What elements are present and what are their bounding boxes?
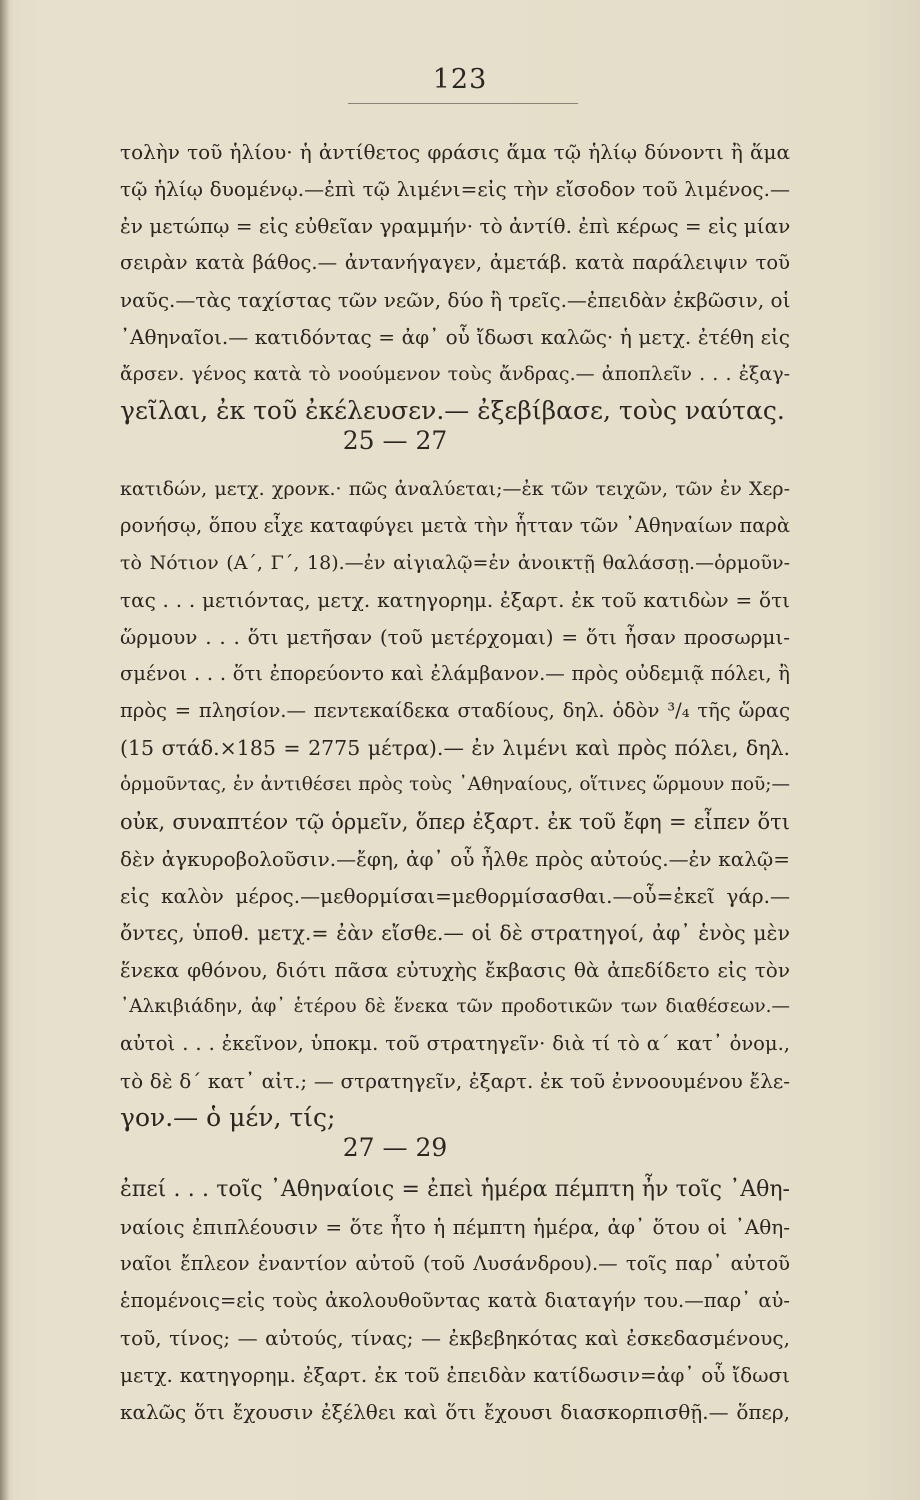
text-line: οὐκ, συναπτέον τῷ ὁρμεῖν, ὅπερ ἐξαρτ. ἐκ τοῦ ἔφη = εἶπεν ὅτι — [120, 810, 790, 834]
book-binding-edge — [0, 0, 9, 1500]
text-line: καλῶς ὅτι ἔχουσιν ἐξέλθει καὶ ὅτι ἔχουσι διασκορπισθῇ.— ὅπερ, — [120, 1400, 790, 1424]
text-line: ναίοις ἐπιπλέουσιν = ὅτε ἦτο ἡ πέμπτη ἡμέρα, ἀφ᾿ ὅτου οἱ ᾿Αθη- — [120, 1215, 790, 1239]
text-line: σειρὰν κατὰ βάθος.— ἀντανήγαγεν, ἀμετάβ. κατὰ παράλειψιν τοῦ — [120, 251, 790, 274]
text-line: ρονήσῳ, ὅπου εἶχε καταφύγει μετὰ τὴν ἧτταν τῶν ᾿Αθηναίων παρὰ — [120, 514, 790, 537]
section-heading: 27 — 29 — [342, 1133, 448, 1162]
text-line: ὥρμουν . . . ὅτι μετῆσαν (τοῦ μετέρχομαι) = ὅτι ἦσαν προσωρμι- — [120, 625, 790, 649]
text-line: ἐν μετώπῳ = εἰς εὐθεῖαν γραμμήν· τὸ ἀντίθ. ἐπὶ κέρως = εἰς μίαν — [120, 214, 791, 238]
text-line: γον.— ὁ μέν, τίς; — [120, 1103, 336, 1132]
text-line: δὲν ἀγκυροβολοῦσιν.—ἔφη, ἀφ᾿ οὗ ἦλθε πρὸς αὐτούς.—ἐν καλῷ= — [120, 847, 790, 871]
text-line: τὸ Νότιον (Α΄, Γ΄, 18).—ἐν αἰγιαλῷ=ἐν ἀνοικτῇ θαλάσσῃ.—ὁρμοῦν- — [120, 552, 790, 574]
text-line: ναῦς.—τὰς ταχίστας τῶν νεῶν, δύο ἢ τρεῖς.—ἐπειδὰν ἐκβῶσιν, οἱ — [120, 288, 791, 312]
text-line: τῷ ἡλίῳ δυομένῳ.—ἐπὶ τῷ λιμένι=εἰς τὴν εἴσοδον τοῦ λιμένος.— — [120, 177, 790, 201]
section-heading: 25 — 27 — [342, 426, 448, 455]
page-number: 123 — [432, 64, 488, 95]
text-line: τὸ δὲ δ΄ κατ᾿ αἰτ.; — στρατηγεῖν, ἐξαρτ. ἐκ τοῦ ἐννοουμένου ἔλε- — [120, 1069, 790, 1093]
text-line: σμένοι . . . ὅτι ἐπορεύοντο καὶ ἐλάμβανον.— πρὸς οὐδεμιᾷ πόλει, ἢ — [120, 662, 790, 685]
text-line: ἑπομένοις=εἰς τοὺς ἀκολουθοῦντας κατὰ διαταγήν του.—παρ᾿ αὐ- — [120, 1289, 790, 1312]
page-number-rule — [348, 103, 578, 104]
text-line: ὁρμοῦντας, ἐν ἀντιθέσει πρὸς τοὺς ᾿Αθηναίους, οἵτινες ὥρμουν ποῦ;— — [120, 774, 790, 795]
text-line: μετχ. κατηγορημ. ἐξαρτ. ἐκ τοῦ ἐπειδὰν κατίδωσιν=ἀφ᾿ οὗ ἴδωσι — [120, 1363, 790, 1387]
text-line: εἰς καλὸν μέρος.—μεθορμίσαι=μεθορμίσασθαι.—οὗ=ἐκεῖ γάρ.— — [120, 884, 790, 908]
text-line: τοῦ, τίνος; — αὐτούς, τίνας; — ἐκβεβηκότας καὶ ἐσκεδασμένους, — [120, 1326, 790, 1350]
text-line: ἕνεκα φθόνου, διότι πᾶσα εὐτυχὴς ἔκβασις θὰ ἀπεδίδετο εἰς τὸν — [120, 958, 790, 982]
text-line: γεῖλαι, ἐκ τοῦ ἐκέλευσεν.— ἐξεβίβασε, τοὺς ναύτας. — [120, 396, 785, 425]
text-line: τολὴν τοῦ ἡλίου· ἡ ἀντίθετος φράσις ἅμα τῷ ἡλίῳ δύνοντι ἢ ἅμα — [120, 140, 790, 164]
text-line: ᾿Αθηναῖοι.— κατιδόντας = ἀφ᾿ οὗ ἴδωσι καλῶς· ἡ μετχ. ἐτέθη εἰς — [120, 325, 790, 349]
text-line: ναῖοι ἔπλεον ἐναντίον αὐτοῦ (τοῦ Λυσάνδρου).— τοῖς παρ᾿ αὐτοῦ — [120, 1252, 790, 1275]
text-line: (15 στάδ.×185 = 2775 μέτρα).— ἐν λιμένι καὶ πρὸς πόλει, δηλ. — [120, 736, 790, 760]
text-line: ἄρσεν. γένος κατὰ τὸ νοούμενον τοὺς ἄνδρας.— ἀποπλεῖν . . . ἐξαγ- — [120, 363, 790, 385]
text-line: ᾿Αλκιβιάδην, ἀφ᾿ ἑτέρου δὲ ἕνεκα τῶν προδοτικῶν των διαθέσεων.— — [120, 996, 790, 1017]
text-line: κατιδών, μετχ. χρονκ.· πῶς ἀναλύεται;—ἐκ τῶν τειχῶν, τῶν ἐν Χερ- — [120, 478, 790, 500]
text-line: αὐτοὶ . . . ἐκεῖνον, ὑποκμ. τοῦ στρατηγεῖν· διὰ τί τὸ α΄ κατ᾿ ὀνομ., — [120, 1032, 790, 1055]
text-line: πρὸς = πλησίον.— πεντεκαίδεκα σταδίους, δηλ. ὁδὸν ³/₄ τῆς ὥρας — [120, 699, 790, 722]
text-line: ἐπεί . . . τοῖς ᾿Αθηναίοις = ἐπεὶ ἡμέρα πέμπτη ἦν τοῖς ᾿Αθη- — [120, 1177, 790, 1202]
text-line: ὄντες, ὑποθ. μετχ.= ἐὰν εἴσθε.— οἱ δὲ στρατηγοί, ἀφ᾿ ἑνὸς μὲν — [120, 921, 790, 945]
text-line: τας . . . μετιόντας, μετχ. κατηγορημ. ἐξαρτ. ἐκ τοῦ κατιδὼν = ὅτι — [120, 588, 790, 612]
